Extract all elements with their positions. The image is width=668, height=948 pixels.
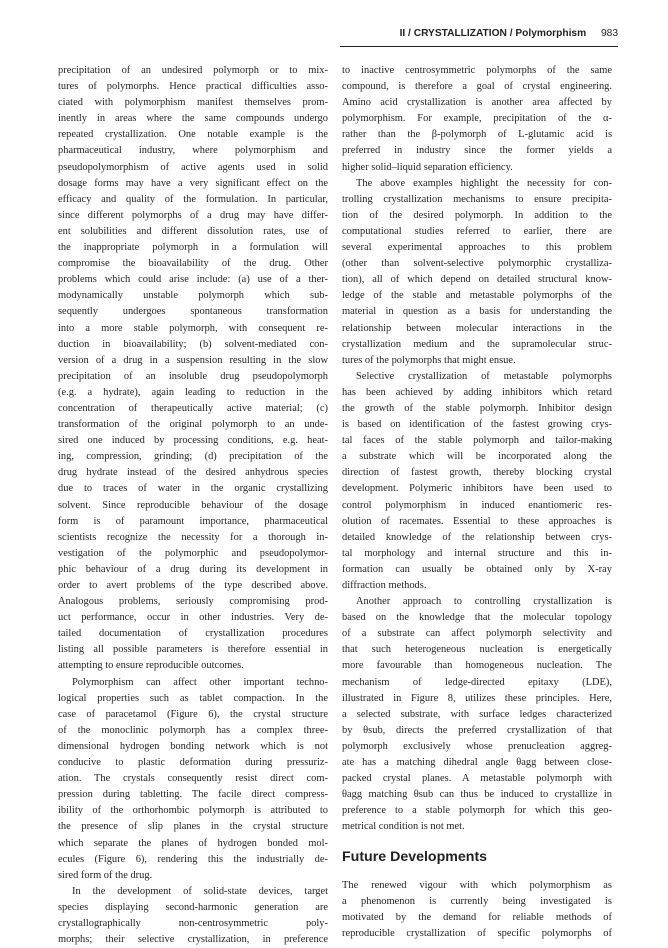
text-line: order to avert problems of the type described above. — [58, 580, 328, 591]
text-line: sired form of the drug. — [58, 869, 153, 881]
text-line: that such heterogeneous nucleation is energetically — [342, 644, 612, 656]
running-head-rule — [340, 46, 618, 47]
text-line: the inappropriate polymorph in a formulation will — [58, 242, 328, 254]
text-line: attempting to ensure reproducible outcomes. — [58, 660, 244, 672]
text-line: In the development of solid-state devices, target — [72, 885, 328, 897]
text-line: polymorphism. For example, precipitation of the α- — [342, 113, 612, 125]
text-line: higher solid–liquid separation efficiency. — [342, 161, 513, 173]
text-line: formation can usually be obtained only by X-ray — [342, 563, 612, 575]
text-line: ation. The crystals consequently resist direct com- — [58, 773, 328, 785]
text-line: Selective crystallization of metastable polymorphs — [356, 370, 612, 382]
text-line: ibility of the orthorhombic polymorph is attributed to — [58, 805, 328, 817]
text-line: metrical condition is not met. — [342, 821, 465, 833]
text-line: has been achieved by adding inhibitors which retard — [342, 386, 612, 398]
text-line: ecules (Figure 6), rendering this the industrially de- — [58, 853, 328, 865]
text-line: θagg matching θsub can thus be induced to crystallize in — [342, 789, 612, 801]
text-line: illustrated in Figure 8, utilizes these principles. Here, — [342, 692, 612, 704]
text-line: tion), all of which depend on detailed structural know- — [342, 274, 612, 286]
text-line: problems which could arise include: (a) use of a ther- — [58, 274, 328, 286]
text-line: compound, is therefore a goal of crystal engineering. — [342, 81, 612, 93]
running-head — [340, 28, 618, 39]
text-line: due to traces of water in the organic crystallizing — [58, 483, 328, 495]
text-line: ledge of the stable and metastable polymorphs of the — [342, 290, 612, 302]
text-line: uct performance, occur in other industries. Very de- — [58, 612, 328, 624]
text-line: is based on identification of the fastest growing crys- — [342, 419, 612, 431]
text-line: the growth of the stable polymorph. Inhibitor design — [342, 402, 612, 414]
text-line: solvent. Since reproducible behaviour of the dosage — [58, 499, 328, 511]
text-line: pseudopolymorphism of active agents used in solid — [58, 161, 328, 173]
text-line: material in question as a basis for understanding the — [342, 306, 612, 318]
page-number: 983 — [601, 28, 618, 39]
text-line: into a more stable polymorph, with consequent re- — [58, 322, 328, 334]
text-line: control polymorphism in induced enantiomeric res- — [342, 499, 612, 511]
text-line: Amino acid crystallization is another area affected by — [342, 97, 612, 109]
text-line: version of a drug in a suspension resulting in the slow — [58, 354, 328, 366]
text-line: listing all possible parameters is therefore essential in — [58, 644, 328, 656]
text-line: detailed knowledge of the relationship between crys- — [342, 531, 612, 543]
future-developments-body — [342, 878, 612, 942]
text-line: The above examples highlight the necessity for con- — [356, 177, 612, 189]
running-head-section: II / CRYSTALLIZATION / Polymorphism — [399, 28, 587, 39]
text-line: the presence of slip planes in the crystal structure — [58, 821, 328, 833]
text-line: dimensional hydrogen bonding network which is not — [58, 740, 328, 752]
text-line: ate has a matching dihedral angle θagg between close- — [342, 757, 612, 769]
text-line: form is of paramount importance, pharmaceutical — [58, 515, 328, 527]
text-line: a substrate which will be incorporated along the — [342, 451, 612, 463]
text-line: which separate the planes of hydrogen bonded mol- — [58, 837, 328, 849]
text-line: motivated by the demand for reliable methods of — [342, 911, 612, 923]
text-line: development. Polymeric inhibitors have been used to — [342, 483, 612, 495]
text-line: precipitation of an undesired polymorph or to mix- — [58, 65, 328, 76]
text-line: of the monoclinic polymorph has a complex three- — [58, 724, 328, 736]
text-line: ing, compression, grinding; (d) precipitation of the — [58, 451, 328, 463]
text-line: based on the knowledge that the molecular topology — [342, 612, 612, 624]
right-column — [342, 63, 612, 942]
text-line: a phenomenon is currently being investigated is — [342, 895, 612, 907]
text-line: ciated with polymorphism manifest themselves prom- — [58, 97, 328, 109]
text-line: diffraction methods. — [342, 580, 427, 591]
text-line: The renewed vigour with which polymorphism as — [342, 879, 612, 891]
text-line: repeated crystallization. One notable example is the — [58, 129, 328, 141]
text-line: rather than the β-polymorph of L-glutamic acid is — [342, 129, 612, 141]
text-line: Another approach to controlling crystallization is — [356, 596, 612, 608]
text-line: ent solubilities and different dissolution rates, use of — [58, 225, 328, 237]
text-line: relationship between molecular interactions in the — [342, 322, 612, 334]
text-line: trolling crystallization mechanisms to ensure precipita- — [342, 193, 612, 205]
text-line: conducive to plastic deformation during pressuriz- — [58, 757, 328, 769]
right-column-body — [342, 63, 612, 836]
left-column — [58, 63, 328, 948]
section-heading: Future Developments — [342, 848, 488, 865]
text-line: several experimental approaches to this problem — [342, 242, 612, 254]
text-line: reproducible crystallization of specific polymorphs of — [342, 927, 612, 939]
text-line: vestigation of the polymorphic and pseudopolymor- — [58, 547, 328, 559]
text-line: sired one induced by processing conditions, e.g. heat- — [58, 435, 328, 447]
text-line: drug hydrate instead of the desired anhydrous species — [58, 467, 328, 479]
text-line: crystallographically non-centrosymmetric poly- — [58, 917, 328, 929]
text-line: tailed documentation of crystallization procedures — [58, 628, 328, 640]
text-line: dosage forms may have a very significant effect on the — [58, 177, 328, 189]
text-line: precipitation of an insoluble drug pseudopolymorph — [58, 370, 328, 382]
text-line: to inactive centrosymmetric polymorphs of the same — [342, 65, 612, 76]
text-line: by θsub, directs the preferred crystallization of that — [342, 724, 612, 736]
text-line: efficacy and quality of the formulation. In particular, — [58, 193, 328, 205]
text-line: olution of racemates. Essential to these approaches is — [342, 515, 612, 527]
text-line: phic behaviour of a drug during its development in — [58, 563, 328, 575]
text-line: tal morphology and internal structure and this in- — [342, 547, 612, 559]
text-line: inently in areas where the same compounds undergo — [58, 113, 328, 125]
text-line: polymorph exclusively whose prenucleation aggreg- — [342, 740, 612, 752]
text-line: more favourable than homogeneous nucleation. The — [342, 660, 612, 672]
text-line: tures of polymorphs. Hence practical difficulties asso- — [58, 81, 328, 93]
text-line: sequently undergoes spontaneous transformation — [58, 306, 328, 318]
text-line: concentration of therapeutically active material; (c) — [58, 402, 328, 414]
text-line: direction of fastest growth, thereby blocking crystal — [342, 467, 612, 479]
text-line: Analogous problems, seriously compromising prod- — [58, 596, 328, 608]
text-line: mechanism of ledge-directed epitaxy (LDE), — [342, 676, 612, 688]
text-line: pharmaceutical industry, where polymorphism and — [58, 145, 328, 157]
text-line: modynamically unstable polymorph which sub- — [58, 290, 328, 302]
text-line: tal faces of the stable polymorph and tailor-making — [342, 435, 612, 447]
text-line: preferred in industry since the former yields a — [342, 145, 612, 157]
text-line: species displaying second-harmonic generation are — [58, 901, 328, 913]
text-line: packed crystal planes. A metastable polymorph with — [342, 773, 612, 785]
text-line: pression during tabletting. The facile direct compress- — [58, 789, 328, 801]
text-line: of a substrate can affect polymorph selectivity and — [342, 628, 612, 640]
text-line: duction in bioavailability; (b) solvent-mediated con- — [58, 338, 328, 350]
text-line: preference to a stable polymorph for which this geo- — [342, 805, 612, 817]
text-line: tion of the desired polymorph. In addition to the — [342, 209, 612, 221]
text-line: morphs; their selective crystallization, in preference — [58, 934, 328, 946]
text-line: case of paracetamol (Figure 6), the crystal structure — [58, 708, 328, 720]
text-line: computational studies referred to earlier, there are — [342, 225, 612, 237]
text-line: Polymorphism can affect other important techno- — [72, 676, 328, 688]
text-line: transformation of the original polymorph to an unde- — [58, 419, 328, 431]
text-line: since different polymorphs of a drug may have differ- — [58, 209, 328, 221]
text-line: compromise the bioavailability of the drug. Other — [58, 258, 328, 270]
text-line: (other than solvent-selective polymorphic crystalliza- — [342, 258, 612, 270]
text-line: scientists recognize the necessity for a thorough in- — [58, 531, 328, 543]
text-line: crystallization medium and the supramolecular struc- — [342, 338, 612, 350]
text-line: a selected substrate, with surface ledges characterized — [342, 708, 612, 720]
text-line: tures of the polymorphs that might ensue. — [342, 354, 516, 366]
text-line: logical properties such as tablet compaction. In the — [58, 692, 328, 704]
text-line: (e.g. a hydrate), again leading to reduction in the — [58, 386, 328, 398]
